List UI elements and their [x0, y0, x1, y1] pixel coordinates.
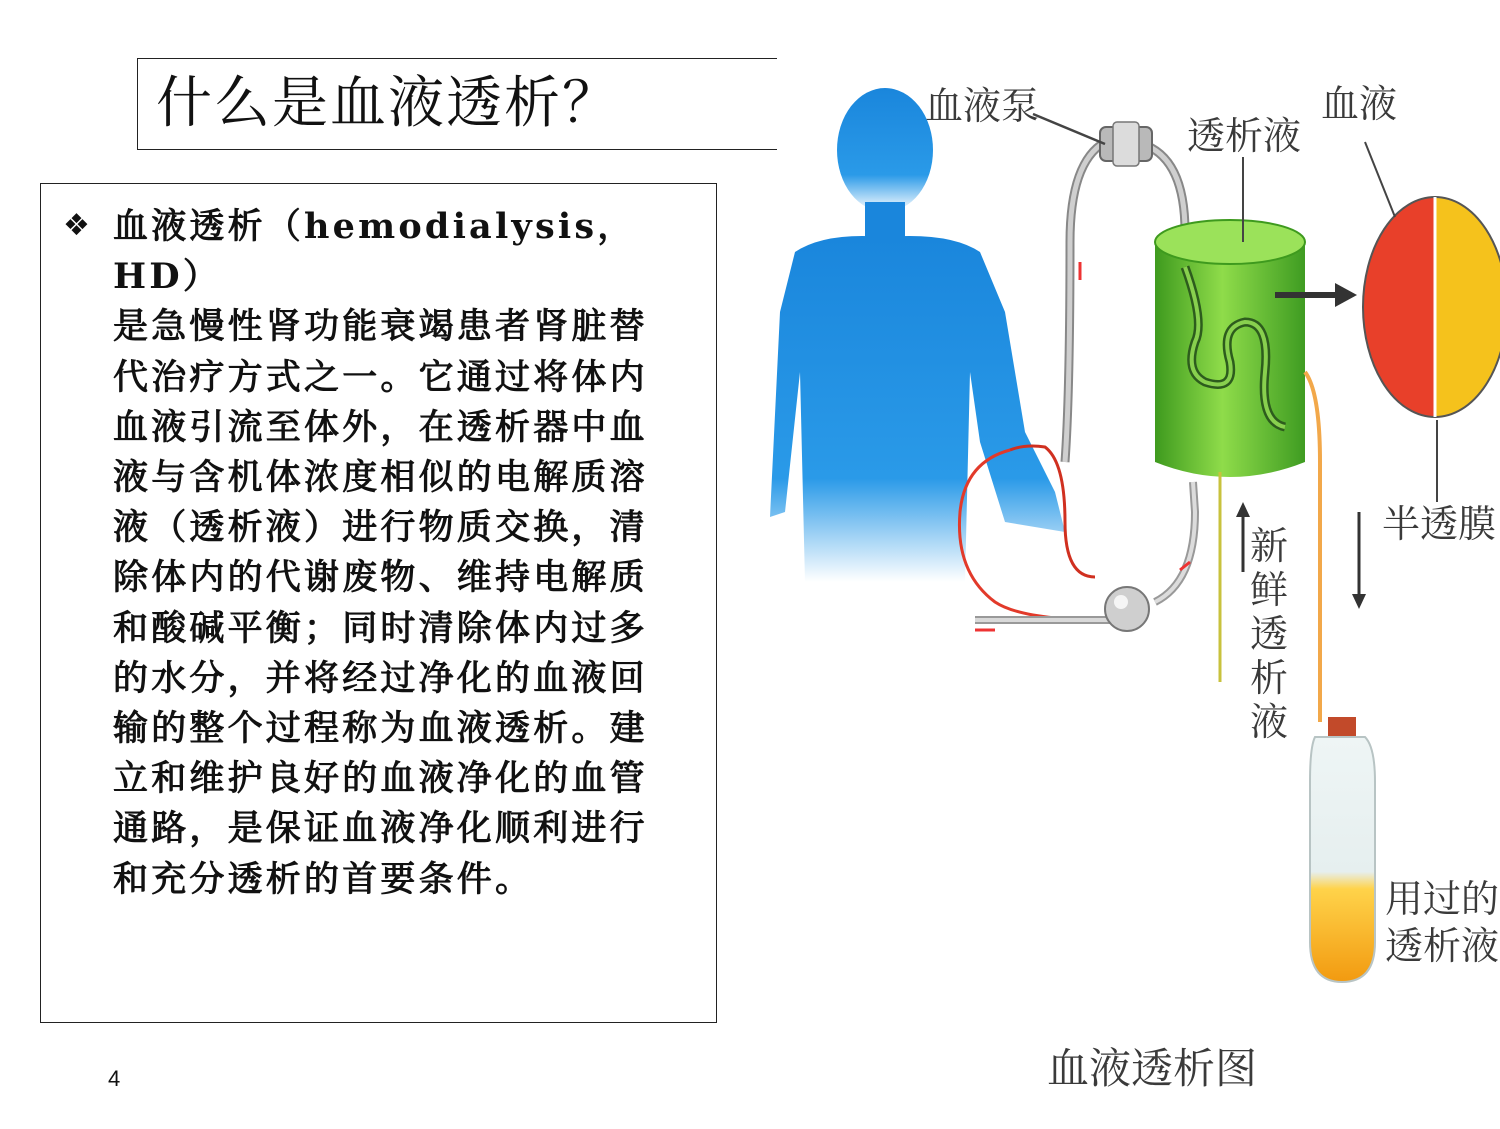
label-used-dialysate-2: 透析液	[1385, 924, 1500, 968]
title-box	[137, 58, 777, 150]
figure-caption: 血液透析图	[1047, 1044, 1258, 1093]
hemodialysis-figure	[765, 42, 1500, 1125]
diamond-bullet-icon: ❖	[63, 208, 90, 243]
label-fresh-dialysate: 新鲜透析液	[1249, 524, 1288, 744]
label-blood-pump: 血液泵	[925, 84, 1040, 128]
dialyzer-shape	[1155, 220, 1305, 477]
label-dialysate: 透析液	[1187, 114, 1302, 158]
used-dialysate-bottle-shape	[1310, 717, 1375, 982]
label-blood: 血液	[1321, 82, 1398, 126]
content-box	[40, 183, 717, 1023]
membrane-circle-shape	[1363, 197, 1500, 417]
blood-pump-shape	[1100, 122, 1152, 166]
human-body-shape	[770, 88, 1065, 582]
label-used-dialysate-1: 用过的	[1385, 877, 1500, 921]
page-number: 4	[108, 1066, 121, 1091]
label-membrane: 半透膜	[1382, 502, 1497, 546]
body-paragraph: 血液透析（hemodialysis，HD） 是急慢性肾功能衰竭患者肾脏替 代治疗方式之一。它通过将体内 血液引流至体外，在透析器中血 液与含机体浓度相似的电解质溶 液（透析液）进行物质交换，清 除体内的代谢废物、维持电解质 和酸碱平衡；同时清除体内过多 的水分，并将经过净化的血液回 输的整个过程称为血液透析。建 立和维护良好的血液净化的血管 通路，是保证血液净化顺利进行 和充分透析的首要条件。	[113, 206, 648, 900]
slide-title: 什么是血液透析？	[156, 71, 620, 136]
